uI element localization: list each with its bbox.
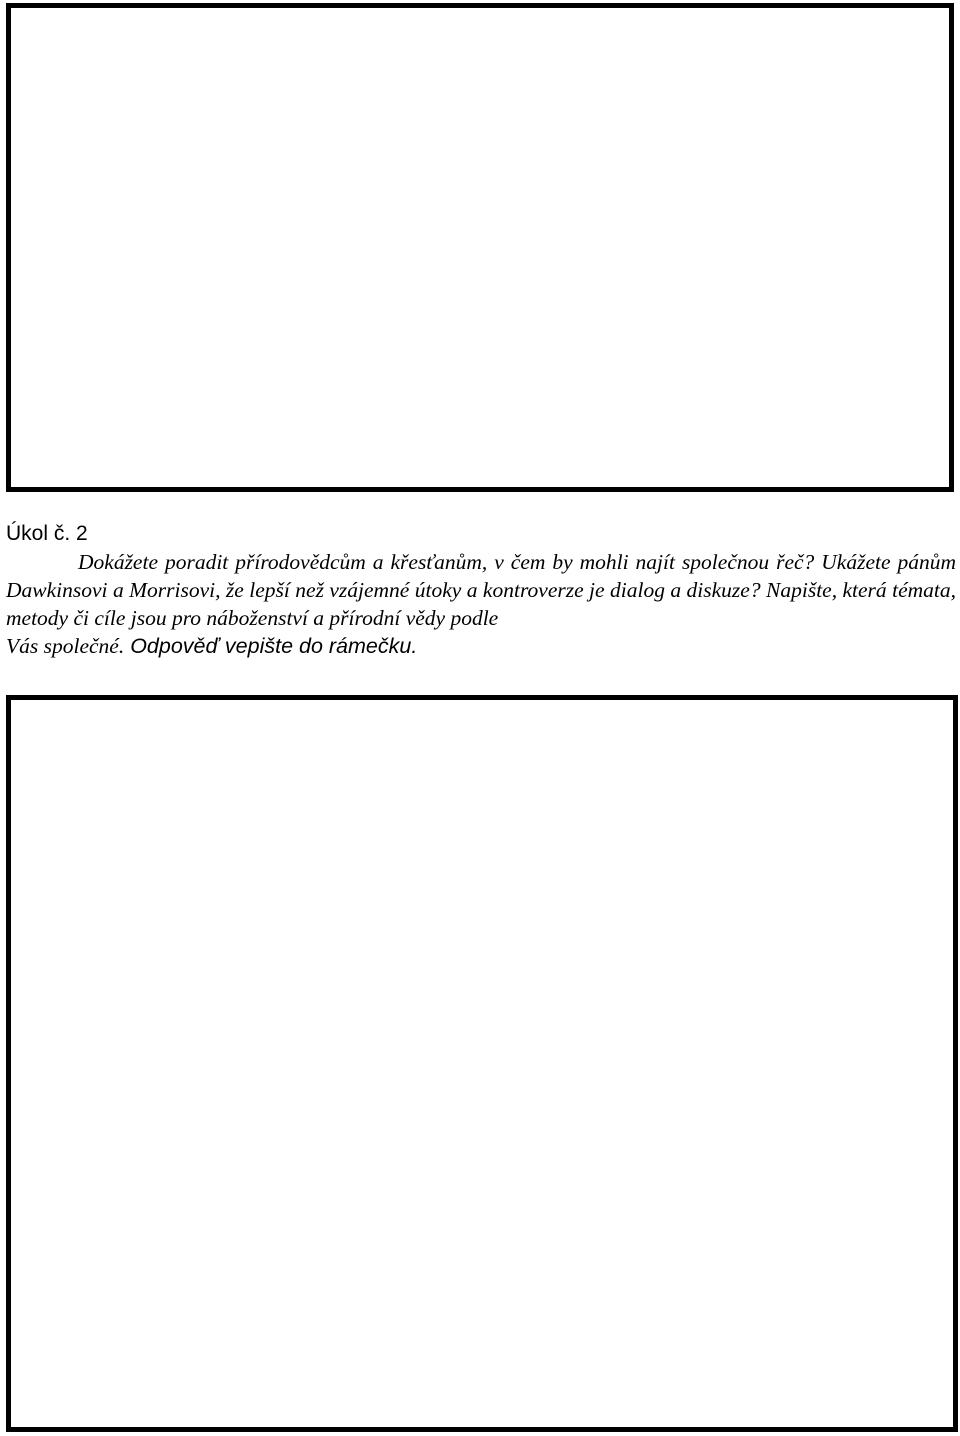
task-instructions: Dokážete poradit přírodovědcům a křesťanům, v čem by mohli najít společnou řeč? Ukážete pánům Dawkinsovi a Morrisovi, že lepší než vzájemné útoky a kontroverze je dialog a diskuze? Napište, která témata, metody či cíle jsou pro náboženství a přírodní vědy podle — [6, 550, 956, 630]
task-last-line-start: Vás společné. — [6, 634, 125, 658]
task-instructions-last-line — [6, 632, 956, 660]
task-block — [6, 520, 956, 660]
answer-box-top — [6, 3, 954, 492]
task-heading: Úkol č. 2 — [6, 522, 88, 545]
task-last-line-end: Odpověď vepište do rámečku. — [124, 634, 418, 658]
answer-box-bottom[interactable] — [6, 695, 958, 1432]
